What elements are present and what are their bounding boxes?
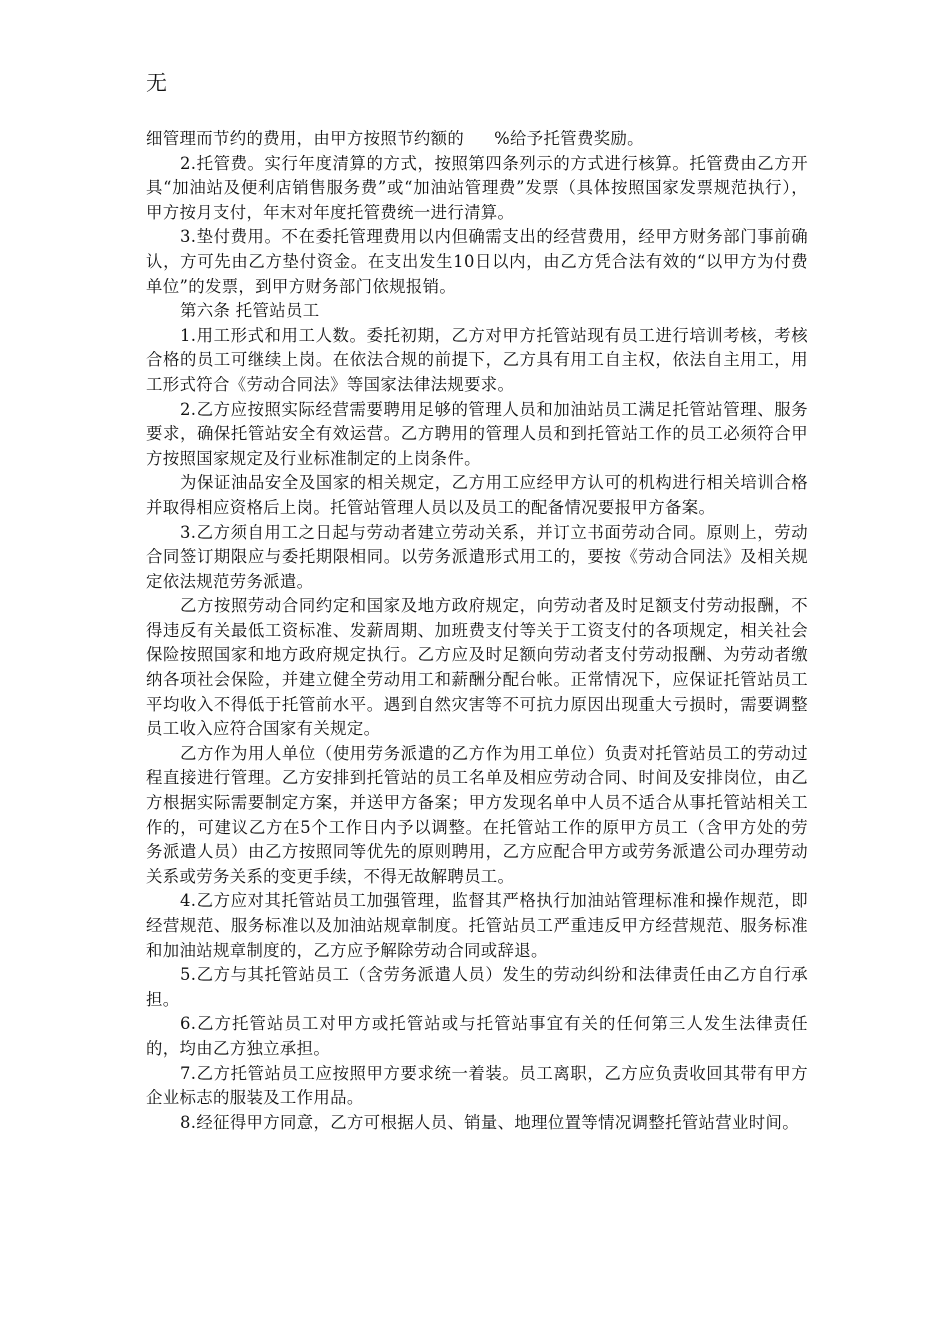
paragraph-management-fee: 2.托管费。实行年度清算的方式，按照第四条列示的方式进行核算。托管费由乙方开具“加油站及便利店销售服务费”或“加油站管理费”发票（具体按照国家发票规范执行），甲方按月支付，年末对年度托管费统一进行清算。 — [146, 153, 808, 222]
section-heading-article-6: 第六条 托管站员工 — [180, 301, 320, 321]
paragraph-employer-management: 乙方作为用人单位（使用劳务派遣的乙方作为用工单位）负责对托管站员工的劳动过程直接进行管理。乙方安排到托管站的员工名单及相应劳动合同、时间及安排岗位，由乙方根据实际需要制定方案，并送甲方备案；甲方发现名单中人员不适合从事托管站相关工作的，可建议乙方在5个工作日内予以调整。在托管站工作的原甲方员工（含甲方处的劳务派遣人员）由乙方按照同等优先的原则聘用，乙方应配合甲方或劳务派遣公司办理劳动关系或劳务关系的变更手续，不得无故解聘员工。 — [146, 743, 808, 886]
paragraph-staffing: 2.乙方应按照实际经营需要聘用足够的管理人员和加油站员工满足托管站管理、服务要求，确保托管站安全有效运营。乙方聘用的管理人员和到托管站工作的员工必须符合甲方按照国家规定及行业标准制定的上岗条件。 — [146, 399, 808, 468]
paragraph-third-party-liability: 6.乙方托管站员工对甲方或托管站或与托管站事宜有关的任何第三人发生法律责任的，均由乙方独立承担。 — [146, 1014, 808, 1058]
paragraph-business-hours: 8.经征得甲方同意，乙方可根据人员、销量、地理位置等情况调整托管站营业时间。 — [180, 1112, 799, 1132]
paragraph-employment-form: 1.用工形式和用工人数。委托初期，乙方对甲方托管站现有员工进行培训考核，考核合格的员工可继续上岗。在依法合规的前提下，乙方具有用工自主权，依法自主用工，用工形式符合《劳动合同法》等国家法律法规要求。 — [146, 325, 808, 394]
paragraph-labor-relations: 3.乙方须自用工之日起与劳动者建立劳动关系，并订立书面劳动合同。原则上，劳动合同签订期限应与委托期限相同。以劳务派遣形式用工的，要按《劳动合同法》及相关规定依法规范劳务派遣。 — [146, 522, 808, 591]
paragraph-continuation — [146, 127, 808, 152]
paragraph-staff-supervision: 4.乙方应对其托管站员工加强管理，监督其严格执行加油站管理标准和操作规范，即经营规范、服务标准以及加油站规章制度。托管站员工严重违反甲方经营规范、服务标准和加油站规章制度的，乙方应予解除劳动合同或辞退。 — [146, 891, 808, 960]
paragraph-advance-payment: 3.垫付费用。不在委托管理费用以内但确需支出的经营费用，经甲方财务部门事前确认，方可先由乙方垫付资金。在支出发生10日以内，由乙方凭合法有效的“以甲方为付费单位”的发票，到甲方财务部门依规报销。 — [146, 227, 808, 296]
paragraph-uniforms: 7.乙方托管站员工应按照甲方要求统一着装。员工离职，乙方应负责收回其带有甲方企业标志的服装及工作用品。 — [146, 1063, 808, 1108]
paragraph-text: 细管理而节约的费用，由甲方按照节约额的 — [146, 129, 465, 148]
paragraph-training: 为保证油品安全及国家的相关规定，乙方用工应经甲方认可的机构进行相关培训合格并取得相应资格后上岗。托管站管理人员以及员工的配备情况要报甲方备案。 — [146, 473, 808, 517]
paragraph-tail: %给予托管费奖励。 — [494, 129, 644, 148]
paragraph-labor-disputes: 5.乙方与其托管站员工（含劳务派遣人员）发生的劳动纠纷和法律责任由乙方自行承担。 — [146, 965, 808, 1009]
paragraph-wages: 乙方按照劳动合同约定和国家及地方政府规定，向劳动者及时足额支付劳动报酬，不得违反有关最低工资标准、发薪周期、加班费支付等关于工资支付的各项规定，相关社会保险按照国家和地方政府规定执行。乙方应及时足额向劳动者支付劳动报酬、为劳动者缴纳各项社会保险，并建立健全劳动用工和薪酬分配台帐。正常情况下，应保证托管站员工平均收入不得低于托管前水平。遇到自然灾害等不可抗力原因出现重大亏损时，需要调整员工收入应符合国家有关规定。 — [146, 596, 808, 739]
document-body — [146, 127, 808, 1135]
header-mark: 无 — [146, 71, 167, 95]
